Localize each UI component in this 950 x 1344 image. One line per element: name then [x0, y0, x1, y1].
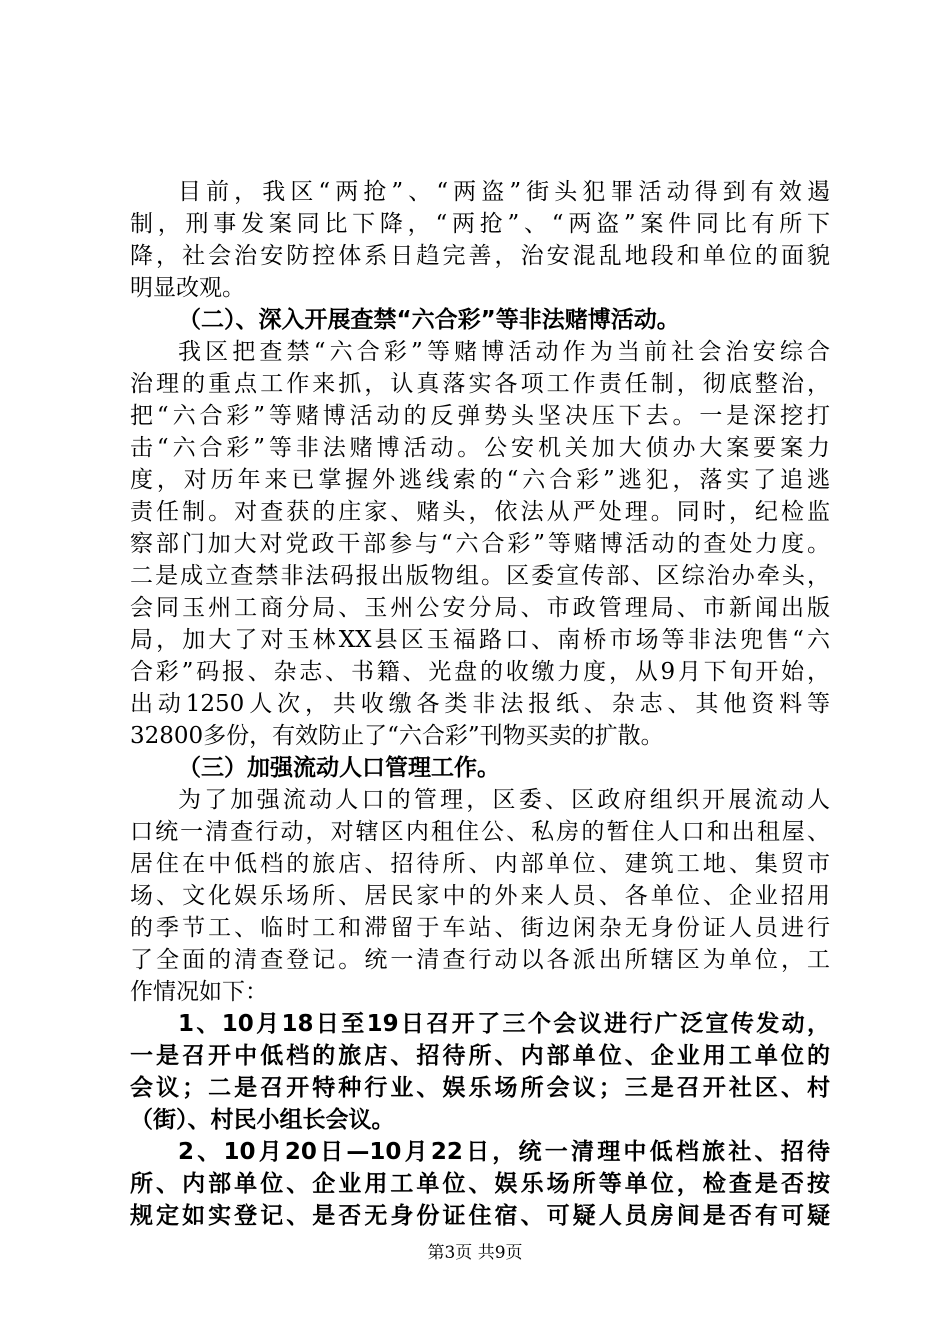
para2-line-4: 击“六合彩”等非法赌博活动。公安机关加大侦办大案要案力: [130, 435, 830, 461]
para4-line-2: 一是召开中低档的旅店、招待所、内部单位、企业用工单位的: [130, 1043, 830, 1069]
para2-line-11: 合彩”码报、杂志、书籍、光盘的收缴力度，从9月下旬开始，: [130, 659, 830, 685]
para3-line-1: 为了加强流动人口的管理，区委、区政府组织开展流动人: [178, 787, 830, 813]
section-heading-2: （二）、深入开展查禁“六合彩”等非法赌博活动。: [178, 307, 680, 333]
para2-line-2: 治理的重点工作来抓，认真落实各项工作责任制，彻底整治，: [130, 371, 830, 397]
para3-line-3: 居住在中低档的旅店、招待所、内部单位、建筑工地、集贸市: [130, 851, 830, 877]
para2-line-12: 出动1250人次，共收缴各类非法报纸、杂志、其他资料等: [130, 691, 830, 717]
para3-line-7: 作情况如下：: [130, 979, 268, 1005]
para2-line-1: 我区把查禁“六合彩”等赌博活动作为当前社会治安综合: [178, 339, 830, 365]
para1-line-4: 明显改观。: [130, 275, 245, 301]
para4-line-3: 会议；二是召开特种行业、娱乐场所会议；三是召开社区、村: [130, 1075, 830, 1101]
para2-line-5: 度，对历年来已掌握外逃线索的“六合彩”逃犯，落实了追逃: [130, 467, 830, 493]
para2-line-6: 责任制。对查获的庄家、赌头，依法从严处理。同时，纪检监: [130, 499, 830, 525]
para2-line-3: 把“六合彩”等赌博活动的反弹势头坚决压下去。一是深挖打: [130, 403, 830, 429]
para1-line-2: 制，刑事发案同比下降，“两抢”、“两盗”案件同比有所下: [130, 211, 830, 237]
para2-line-8: 二是成立查禁非法码报出版物组。区委宣传部、区综治办牵头，: [130, 563, 830, 589]
para5-line-1: 2、10月20日—10月22日，统一清理中低档旅社、招待: [178, 1139, 830, 1165]
para5-line-2: 所、内部单位、企业用工单位、娱乐场所等单位，检查是否按: [130, 1171, 830, 1197]
para2-line-9: 会同玉州工商分局、玉州公安分局、市政管理局、市新闻出版: [130, 595, 830, 621]
para3-line-6: 了全面的清查登记。统一清查行动以各派出所辖区为单位，工: [130, 947, 830, 973]
para5-line-3: 规定如实登记、是否无身份证住宿、可疑人员房间是否有可疑: [130, 1203, 830, 1229]
para4-line-4: （街）、村民小组长会议。: [130, 1107, 395, 1133]
para3-line-2: 口统一清查行动，对辖区内租住公、私房的暂住人口和出租屋、: [130, 819, 830, 845]
para4-line-1: 1、10月18日至19日召开了三个会议进行广泛宣传发动，: [178, 1011, 830, 1037]
section-heading-3: （三）加强流动人口管理工作。: [178, 755, 500, 781]
para3-line-4: 场、文化娱乐场所、居民家中的外来人员、各单位、企业招用: [130, 883, 830, 909]
para3-line-5: 的季节工、临时工和滞留于车站、街边闲杂无身份证人员进行: [130, 915, 830, 941]
para2-line-13: 32800多份，有效防止了“六合彩”刊物买卖的扩散。: [130, 723, 664, 749]
para1-line-1: 目前，我区“两抢”、“两盗”街头犯罪活动得到有效遏: [178, 179, 830, 205]
page-number-footer: 第3页 共9页: [427, 1243, 523, 1263]
para2-line-7: 察部门加大对党政干部参与“六合彩”等赌博活动的查处力度。: [130, 531, 830, 557]
para2-line-10: 局，加大了对玉林XX县区玉福路口、南桥市场等非法兜售“六: [130, 627, 830, 653]
para1-line-3: 降，社会治安防控体系日趋完善，治安混乱地段和单位的面貌: [130, 243, 830, 269]
